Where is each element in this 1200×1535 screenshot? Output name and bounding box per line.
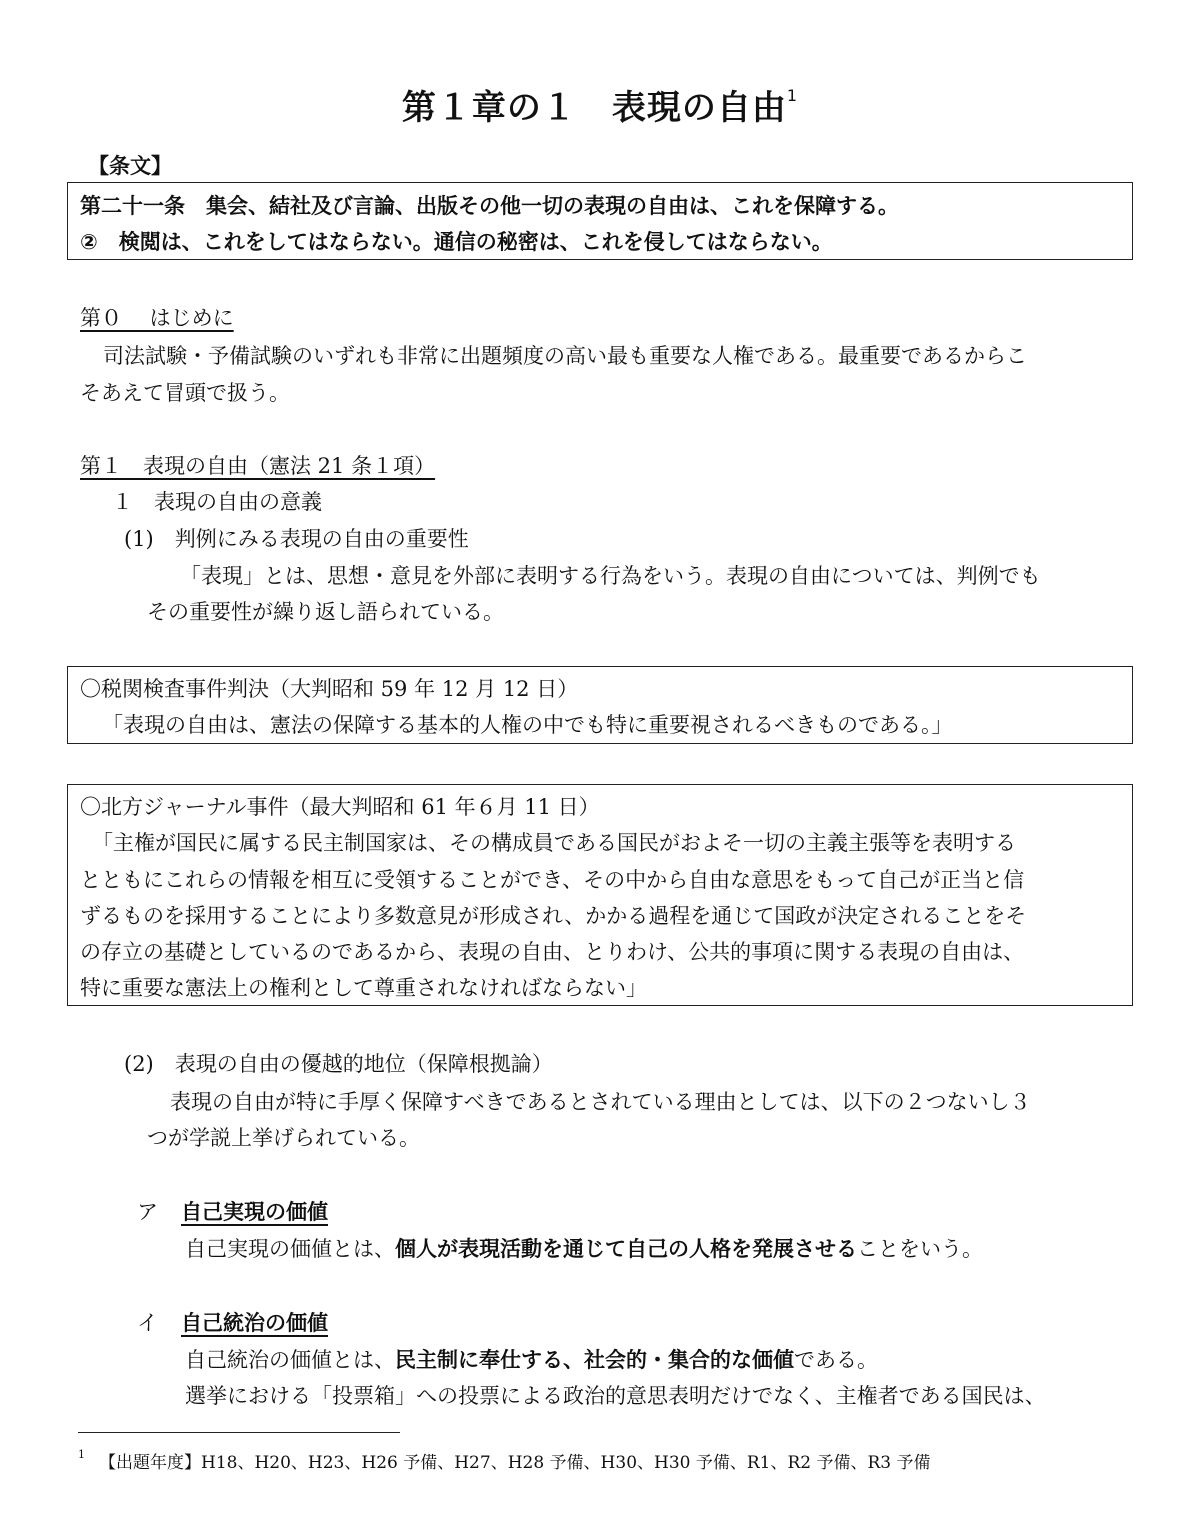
item-i-heading: 自己統治の価値 — [181, 1311, 328, 1335]
item-a-label: ア — [137, 1200, 158, 1224]
item-i-text-1: 自己統治の価値とは、民主制に奉仕する、社会的・集合的な価値である。 — [185, 1348, 878, 1372]
case-customs-heading: 〇税関検査事件判決（大判昭和 59 年 12 月 12 日） — [80, 677, 579, 701]
section-0-heading: 第０ はじめに — [80, 306, 234, 330]
item-a-heading: 自己実現の価値 — [181, 1200, 328, 1224]
item-1-text-1: 「表現」とは、思想・意見を外部に表明する行為をいう。表現の自由については、判例でも — [180, 564, 1041, 588]
item-i-text-2: 選挙における「投票箱」への投票による政治的意思表明だけでなく、主権者である国民は、 — [185, 1384, 1046, 1408]
case-hoppo-quote-2: とともにこれらの情報を相互に受領することができ、その中から自由な意思をもって自己が正当と信 — [80, 868, 1025, 892]
case-box-customs — [67, 666, 1133, 744]
article-21-para-1: 第二十一条 集会、結社及び言論、出版その他一切の表現の自由は、これを保障する。 — [80, 194, 899, 218]
item-a-text: 自己実現の価値とは、個人が表現活動を通じて自己の人格を発展させることをいう。 — [185, 1237, 983, 1261]
section-1-heading: 第１ 表現の自由（憲法 21 条１項） — [80, 454, 436, 478]
case-customs-quote: 「表現の自由は、憲法の保障する基本的人権の中でも特に重要視されるべきものである。」 — [102, 713, 953, 737]
item-1-text-2: その重要性が繰り返し語られている。 — [147, 600, 504, 624]
item-2-text-2: つが学説上挙げられている。 — [147, 1126, 420, 1150]
article-21-para-2: ② 検閲は、これをしてはならない。通信の秘密は、これを侵してはならない。 — [80, 230, 833, 254]
article-box — [67, 182, 1133, 260]
case-hoppo-quote-5: 特に重要な憲法上の権利として尊重されなければならない」 — [80, 976, 647, 1000]
article-heading: 【条文】 — [88, 154, 172, 178]
footnote-divider — [78, 1432, 400, 1433]
footnote: $^1$ 【出題年度】H18、H20、H23、H26 予備、H27、H28 予備、H30、H30 予備、R1、R2 予備、R3 予備 — [78, 1448, 931, 1473]
item-2-text-1: 表現の自由が特に手厚く保障すべきであるとされている理由としては、以下の２つないし３ — [170, 1090, 1031, 1114]
page-title: 第１章の１ 表現の自由$^1$ — [401, 86, 799, 128]
item-2-heading: (2) 表現の自由の優越的地位（保障根拠論） — [124, 1052, 553, 1076]
footnote-ref[interactable]: 1 — [786, 86, 799, 105]
subsection-1-heading: １ 表現の自由の意義 — [112, 490, 322, 514]
case-hoppo-heading: 〇北方ジャーナル事件（最大判昭和 61 年６月 11 日） — [80, 795, 600, 819]
item-i-label: イ — [137, 1311, 158, 1335]
case-hoppo-quote-4: の存立の基礎としているのであるから、表現の自由、とりわけ、公共的事項に関する表現の自由は、 — [80, 940, 1025, 964]
case-hoppo-quote-3: ずるものを採用することにより多数意見が形成され、かかる過程を通じて国政が決定されることをそ — [80, 904, 1027, 928]
case-hoppo-quote-1: 「主権が国民に属する民主制国家は、その構成員である国民がおよそ一切の主義主張等を表明する — [92, 831, 1016, 855]
case-box-hoppo-journal — [67, 784, 1133, 1006]
section-0-text-2: そあえて冒頭で扱う。 — [80, 381, 290, 405]
item-1-heading: (1) 判例にみる表現の自由の重要性 — [124, 527, 469, 551]
section-0-text-1: 司法試験・予備試験のいずれも非常に出題頻度の高い最も重要な人権である。最重要であるからこ — [103, 344, 1027, 368]
